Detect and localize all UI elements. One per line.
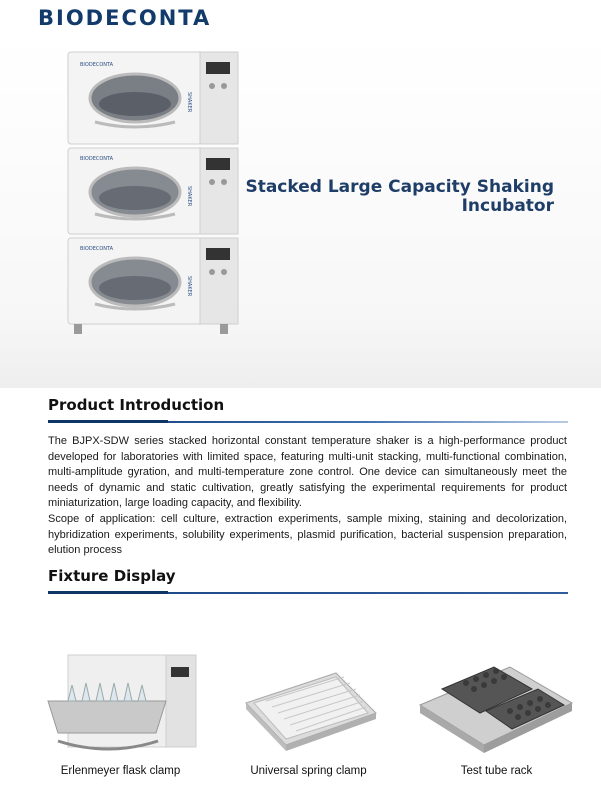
unit-logo: BIODECONTA — [80, 246, 114, 252]
fixture-caption-flask: Erlenmeyer flask clamp — [60, 765, 181, 777]
unit-logo: BIODECONTA — [80, 62, 114, 68]
shaker-label: SHAKER — [186, 92, 192, 113]
fixture-caption-tube: Test tube rack — [460, 765, 533, 777]
stacked-incubator-image — [60, 42, 260, 342]
fixture-heading: Fixture Display — [48, 567, 176, 585]
brand-logo: BIODECONTA — [38, 6, 212, 30]
test-tube-rack-image — [414, 633, 579, 763]
intro-divider-accent — [48, 420, 168, 423]
product-title-line1: Stacked Large Capacity Shaking — [245, 177, 554, 197]
shaker-label: SHAKER — [186, 276, 192, 297]
intro-heading: Product Introduction — [48, 396, 225, 414]
intro-paragraph: The BJPX-SDW series stacked horizontal constant temperature shaker is a high-performance product developed for laboratories with limited space, featuring multi-unit stacking, multi-functional combination, multi-amplitude gyration, and multi-temperature zone control. One device can simultaneously meet the needs of dynamic and static cultivation, greatly satisfying the experimental requirements for product miniaturization, large loading capacity, and flexibility. — [48, 435, 567, 509]
incubator-unit-middle — [68, 148, 238, 234]
fixture-divider-accent — [48, 591, 168, 594]
unit-logo: BIODECONTA — [80, 156, 114, 162]
scope-paragraph: Scope of application: cell culture, extraction experiments, sample mixing, staining and decolorization, hybridization experiments, solubility experiments, plasmid purification, bacterial suspension preparation, elution process — [48, 513, 567, 556]
incubator-unit-top — [68, 52, 238, 144]
universal-spring-clamp-image — [226, 633, 391, 763]
product-title — [240, 178, 554, 216]
incubator-unit-bottom — [68, 238, 238, 324]
product-title-line2: Incubator — [461, 196, 554, 216]
erlenmeyer-flask-clamp-image — [38, 633, 203, 763]
shaker-label: SHAKER — [186, 186, 192, 207]
fixture-caption-spring: Universal spring clamp — [250, 765, 367, 777]
